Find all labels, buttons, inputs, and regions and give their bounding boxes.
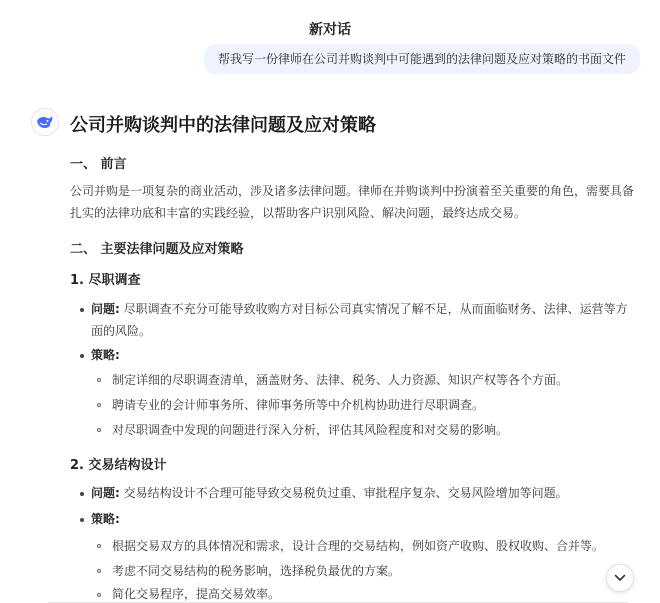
deal-structure-problem <box>91 482 639 504</box>
strategy-label: 策略: <box>91 512 120 526</box>
strategy-label: 策略: <box>91 348 120 362</box>
topic-heading-due-diligence: 1. 尽职调查 <box>70 273 141 288</box>
conversation-title: 新对话 <box>309 22 351 38</box>
sub-bullet-marker <box>97 378 101 382</box>
problem-text: 尽职调查不充分可能导致收购方对目标公司真实情况了解不足，从而面临财务、法律、运营等方面的风险。 <box>91 302 628 338</box>
problem-text: 交易结构设计不合理可能导致交易税负过重、审批程序复杂、交易风险增加等问题。 <box>119 486 568 500</box>
strategy-item: 根据交易双方的具体情况和需求，设计合理的交易结构，例如资产收购、股权收购、合并等。 <box>112 539 605 553</box>
due-diligence-strategy-label <box>91 344 639 366</box>
strategy-item: 制定详细的尽职调查清单，涵盖财务、法律、税务、人力资源、知识产权等各个方面。 <box>112 373 569 387</box>
sub-bullet-marker <box>97 569 101 573</box>
topic-heading-deal-structure: 2. 交易结构设计 <box>70 458 167 473</box>
due-diligence-problem <box>91 298 639 342</box>
section-heading-preface: 一、 前言 <box>70 157 127 172</box>
scroll-to-bottom-button[interactable] <box>606 564 634 592</box>
bullet-marker <box>80 518 84 522</box>
assistant-avatar <box>31 108 59 136</box>
strategy-item: 聘请专业的会计师事务所、律师事务所等中介机构协助进行尽职调查。 <box>112 398 485 412</box>
problem-label: 问题: <box>91 302 120 316</box>
preface-paragraph: 公司并购是一项复杂的商业活动，涉及诸多法律问题。律师在并购谈判中扮演着至关重要的角色，需要具备扎实的法律功底和丰富的实践经验，以帮助客户识别风险、解决问题，最终达成交易。 <box>70 184 635 220</box>
sub-bullet-marker <box>97 403 101 407</box>
section-heading-main-issues: 二、 主要法律问题及应对策略 <box>70 242 244 257</box>
strategy-item: 考虑不同交易结构的税务影响，选择税负最优的方案。 <box>112 564 401 578</box>
deal-structure-strategy-label <box>91 508 639 530</box>
answer-title: 公司并购谈判中的法律问题及应对策略 <box>70 115 376 136</box>
bullet-marker <box>80 354 84 358</box>
strategy-item: 简化交易程序，提高交易效率。 <box>112 587 281 601</box>
strategy-item: 对尽职调查中发现的问题进行深入分析，评估其风险程度和对交易的影响。 <box>112 423 509 437</box>
bullet-marker <box>80 492 84 496</box>
whale-logo-icon <box>36 115 54 129</box>
bullet-marker <box>80 308 84 312</box>
sub-bullet-marker <box>97 428 101 432</box>
chevron-down-icon <box>614 574 626 582</box>
sub-bullet-marker <box>97 593 101 597</box>
sub-bullet-marker <box>97 544 101 548</box>
problem-label: 问题: <box>91 486 120 500</box>
user-message-bubble: 帮我写一份律师在公司并购谈判中可能遇到的法律问题及应对策略的书面文件 <box>204 44 640 74</box>
